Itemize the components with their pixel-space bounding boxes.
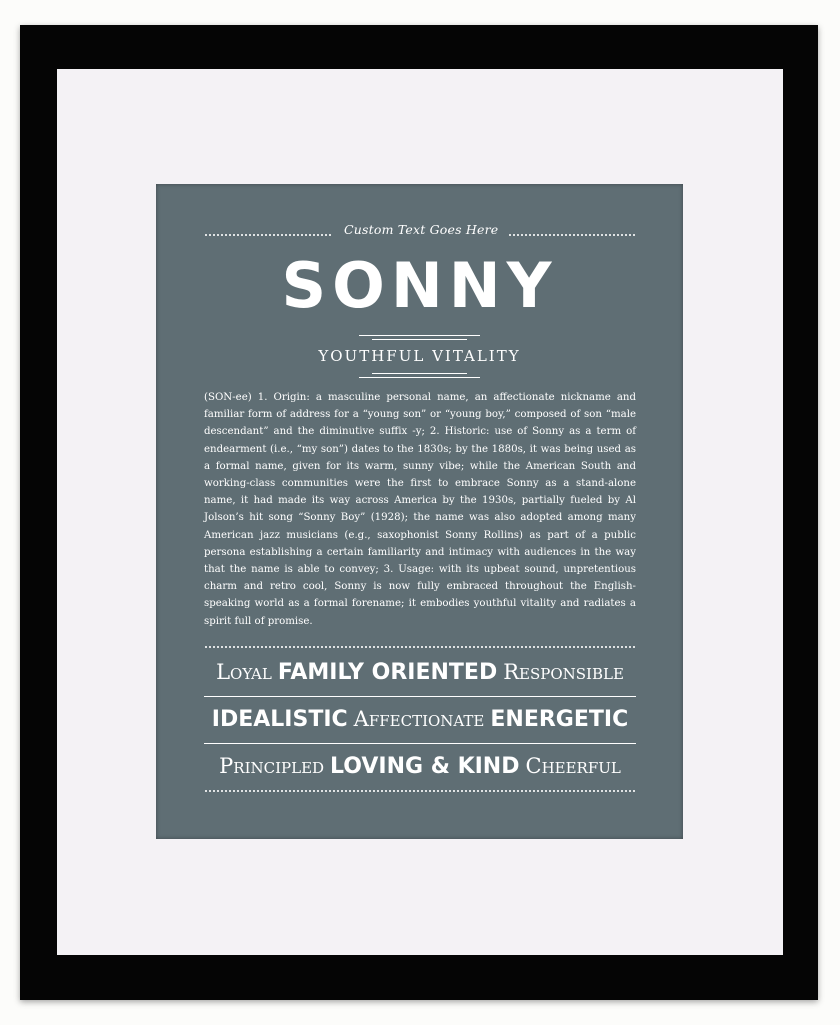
- name-print: [156, 184, 683, 839]
- trait-divider-2: [204, 743, 636, 744]
- trait-line-2: [204, 701, 636, 737]
- dotted-line-traits-bottom: [204, 790, 636, 792]
- divider-bottom: [359, 377, 480, 378]
- trait-word: Responsible: [503, 660, 624, 684]
- name-title: SONNY: [281, 249, 558, 322]
- dotted-line-right: [508, 234, 636, 236]
- picture-frame: [20, 25, 818, 1000]
- dotted-line-traits-top: [204, 646, 636, 648]
- trait-word: IDEALISTIC: [211, 707, 348, 732]
- trait-line-3: [204, 748, 636, 784]
- trait-word: Cheerful: [525, 754, 621, 778]
- trait-word: ENERGETIC: [490, 707, 629, 732]
- trait-word: FAMILY ORIENTED: [277, 660, 498, 685]
- trait-line-1: [204, 654, 636, 690]
- divider-top: [359, 335, 480, 336]
- header-row: [204, 220, 636, 244]
- trait-word: Affectionate: [353, 707, 485, 731]
- trait-word: LOVING & KIND: [330, 754, 520, 779]
- frame-mat: [57, 69, 783, 955]
- divider-bottom-short: [372, 373, 467, 374]
- trait-divider-1: [204, 696, 636, 697]
- name-definition: (SON-ee) 1. Origin: a masculine personal name, an affectionate nickname and familiar form of address for a “young son” or “young boy,” composed of son “male descendant” and the diminutive suffix -y; 2. Historic: use of Sonny as a term of endearment (i.e., “my son”) dates to the 1830s; by the 1880s, it was being used as a formal name, given for its warm, sunny vibe; while the American South and working-class communities were the first to embrace Sonny as a stand-alone name, it had made its way across America by the 1930s, partially fueled by Al Jolson’s hit song “Sonny Boy” (1928); the name was also adopted among many American jazz musicians (e.g., saxophonist Sonny Rollins) as part of a public persona establishing a certain familiarity and intimacy with audiences in the way that the name is able to convey; 3. Usage: with its upbeat sound, unpretentious charm and retro cool, Sonny is now fully embraced throughout the English-speaking world as a formal forename; it embodies youthful vitality and radiates a spirit full of promise.: [204, 392, 636, 627]
- tagline: YOUTHFUL VITALITY: [318, 347, 521, 365]
- divider-top-short: [372, 339, 467, 340]
- custom-text: Custom Text Goes Here: [344, 222, 499, 237]
- dotted-line-left: [204, 234, 332, 236]
- trait-word: Loyal: [216, 660, 272, 684]
- trait-word: Principled: [219, 754, 325, 778]
